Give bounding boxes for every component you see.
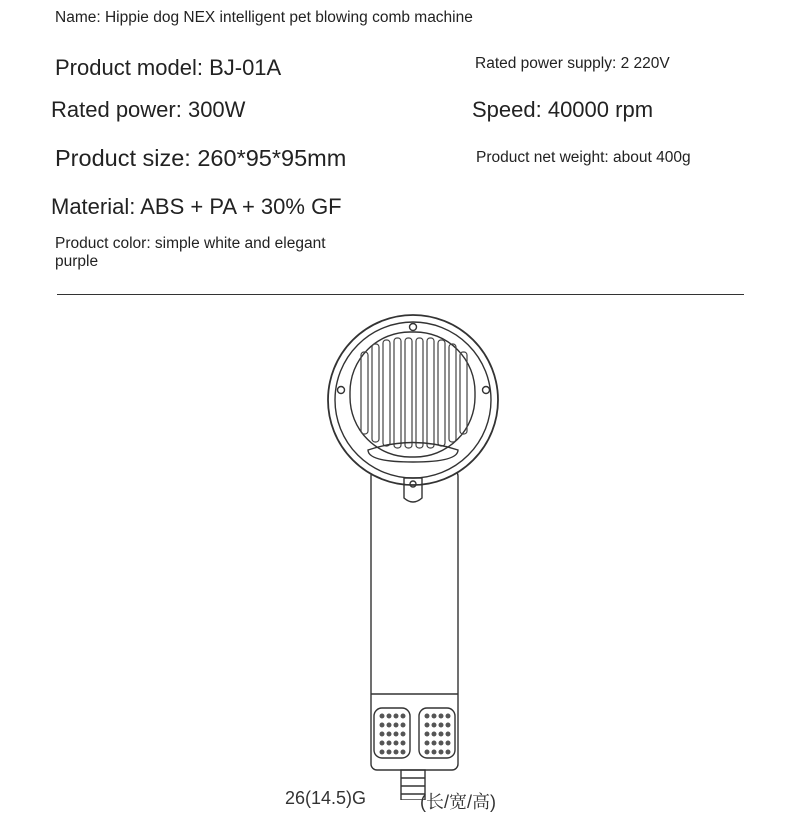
spec-net-weight: Product net weight: about 400g bbox=[476, 149, 691, 166]
spec-model: Product model: BJ-01A bbox=[55, 55, 282, 80]
caption-left: 26(14.5)G bbox=[285, 788, 367, 808]
spec-size: Product size: 260*95*95mm bbox=[55, 145, 347, 171]
spec-rated-power: Rated power: 300W bbox=[51, 97, 246, 122]
spec-power-supply: Rated power supply: 2 220V bbox=[475, 55, 670, 72]
spec-name: Name: Hippie dog NEX intelligent pet blowing comb machine bbox=[55, 9, 473, 26]
spec-color: Product color: simple white and elegant purple bbox=[55, 235, 326, 270]
spec-speed: Speed: 40000 rpm bbox=[472, 97, 654, 122]
spec-material: Material: ABS + PA + 30% GF bbox=[51, 194, 342, 219]
pet-blower-drawing-icon bbox=[300, 310, 520, 800]
divider-line bbox=[57, 294, 744, 295]
caption-right: (长/宽/高) bbox=[420, 792, 496, 812]
